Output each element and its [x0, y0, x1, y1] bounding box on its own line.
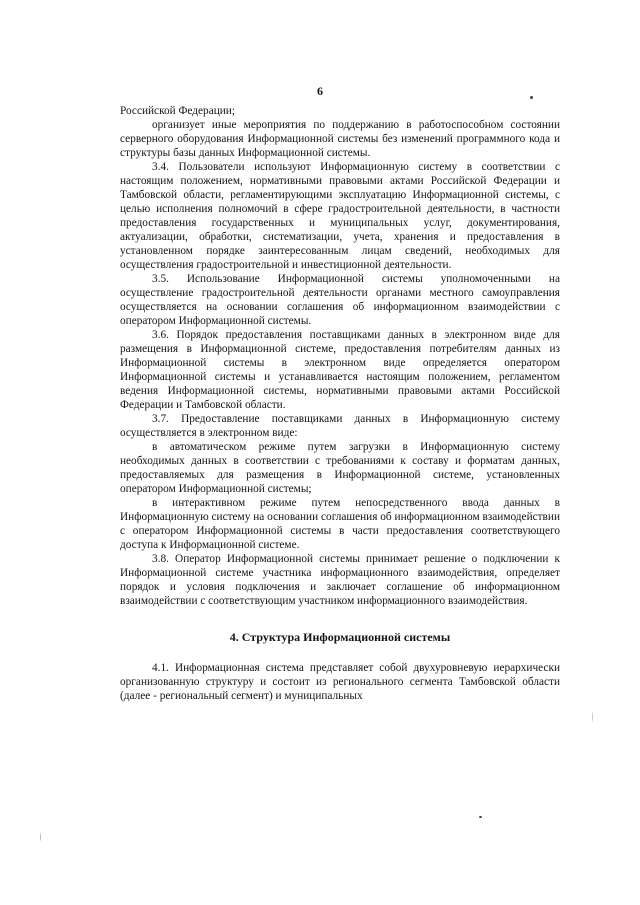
- document-body: [120, 104, 560, 703]
- paragraph-3-5: 3.5. Использование Информационной системы уполномоченными на осуществление градостроительной деятельности органами местного самоуправления осуществляется на основании соглашения об информационном взаимодействии с оператором Информационной системы.: [120, 273, 560, 327]
- scan-speck: [40, 833, 41, 841]
- paragraph-3-4: 3.4. Пользователи используют Информационную систему в соответствии с настоящим положением, нормативными правовыми актами Российской Федерации и Тамбовской области, регламентирующими эксплуатацию Информационной системы, с целью исполнения полномочий в сфере градостроительной деятельности, в частности предоставления государственных и муниципальных услуг, документирования, актуализации, обработки, систематизации, учета, хранения и предоставления в установленном порядке заинтересованным лицам сведений, необходимых для осуществления градостроительной и инвестиционной деятельности.: [120, 161, 560, 271]
- scan-speck: [592, 712, 593, 722]
- page-number: 6: [317, 84, 323, 98]
- paragraph-3-6: 3.6. Порядок предоставления поставщиками данных в электронном виде для размещения в Информационной системе, предоставления потребителям данных из Информационной системы в электронном виде определяется оператором Информационной системы и устанавливается настоящим положением, регламентом ведения Информационной системы, нормативными правовыми актами Российской Федерации и Тамбовской области.: [120, 329, 560, 411]
- paragraph-3-7: 3.7. Предоставление поставщиками данных в Информационную систему осуществляется в электронном виде:: [120, 413, 560, 439]
- scan-speck: [479, 816, 482, 818]
- paragraph-continuation: Российской Федерации;: [120, 105, 235, 117]
- paragraph-3-8: 3.8. Оператор Информационной системы принимает решение о подключении к Информационной системе участника информационного взаимодействия, определяет порядок и условия подключения и заключает соглашение об информационном взаимодействии с соответствующим участником информационного взаимодействия.: [120, 553, 560, 607]
- scan-speck: [530, 96, 533, 99]
- paragraph-4-1: 4.1. Информационная система представляет собой двухуровневую иерархически организованную структуру и состоит из регионального сегмента Тамбовской области (далее - региональный сегмент) и муниципальных: [120, 662, 560, 702]
- paragraph-interactive-mode: в интерактивном режиме путем непосредственного ввода данных в Информационную систему на основании соглашения об информационном взаимодействии с оператором Информационной системы в части предоставления соответствующего доступа к Информационной системе.: [120, 497, 560, 551]
- paragraph-server-maintenance: организует иные мероприятия по поддержанию в работоспособном состоянии серверного оборудования Информационной системы без изменений программного кода и структуры базы данных Информационной системы.: [120, 119, 560, 159]
- section-heading: 4. Структура Информационной системы: [229, 630, 451, 644]
- paragraph-automatic-mode: в автоматическом режиме путем загрузки в Информационную систему необходимых данных в соответствии с требованиями к составу и форматам данных, предоставляемых для размещения в Информационной системе, установленных оператором Информационной системы;: [120, 441, 560, 495]
